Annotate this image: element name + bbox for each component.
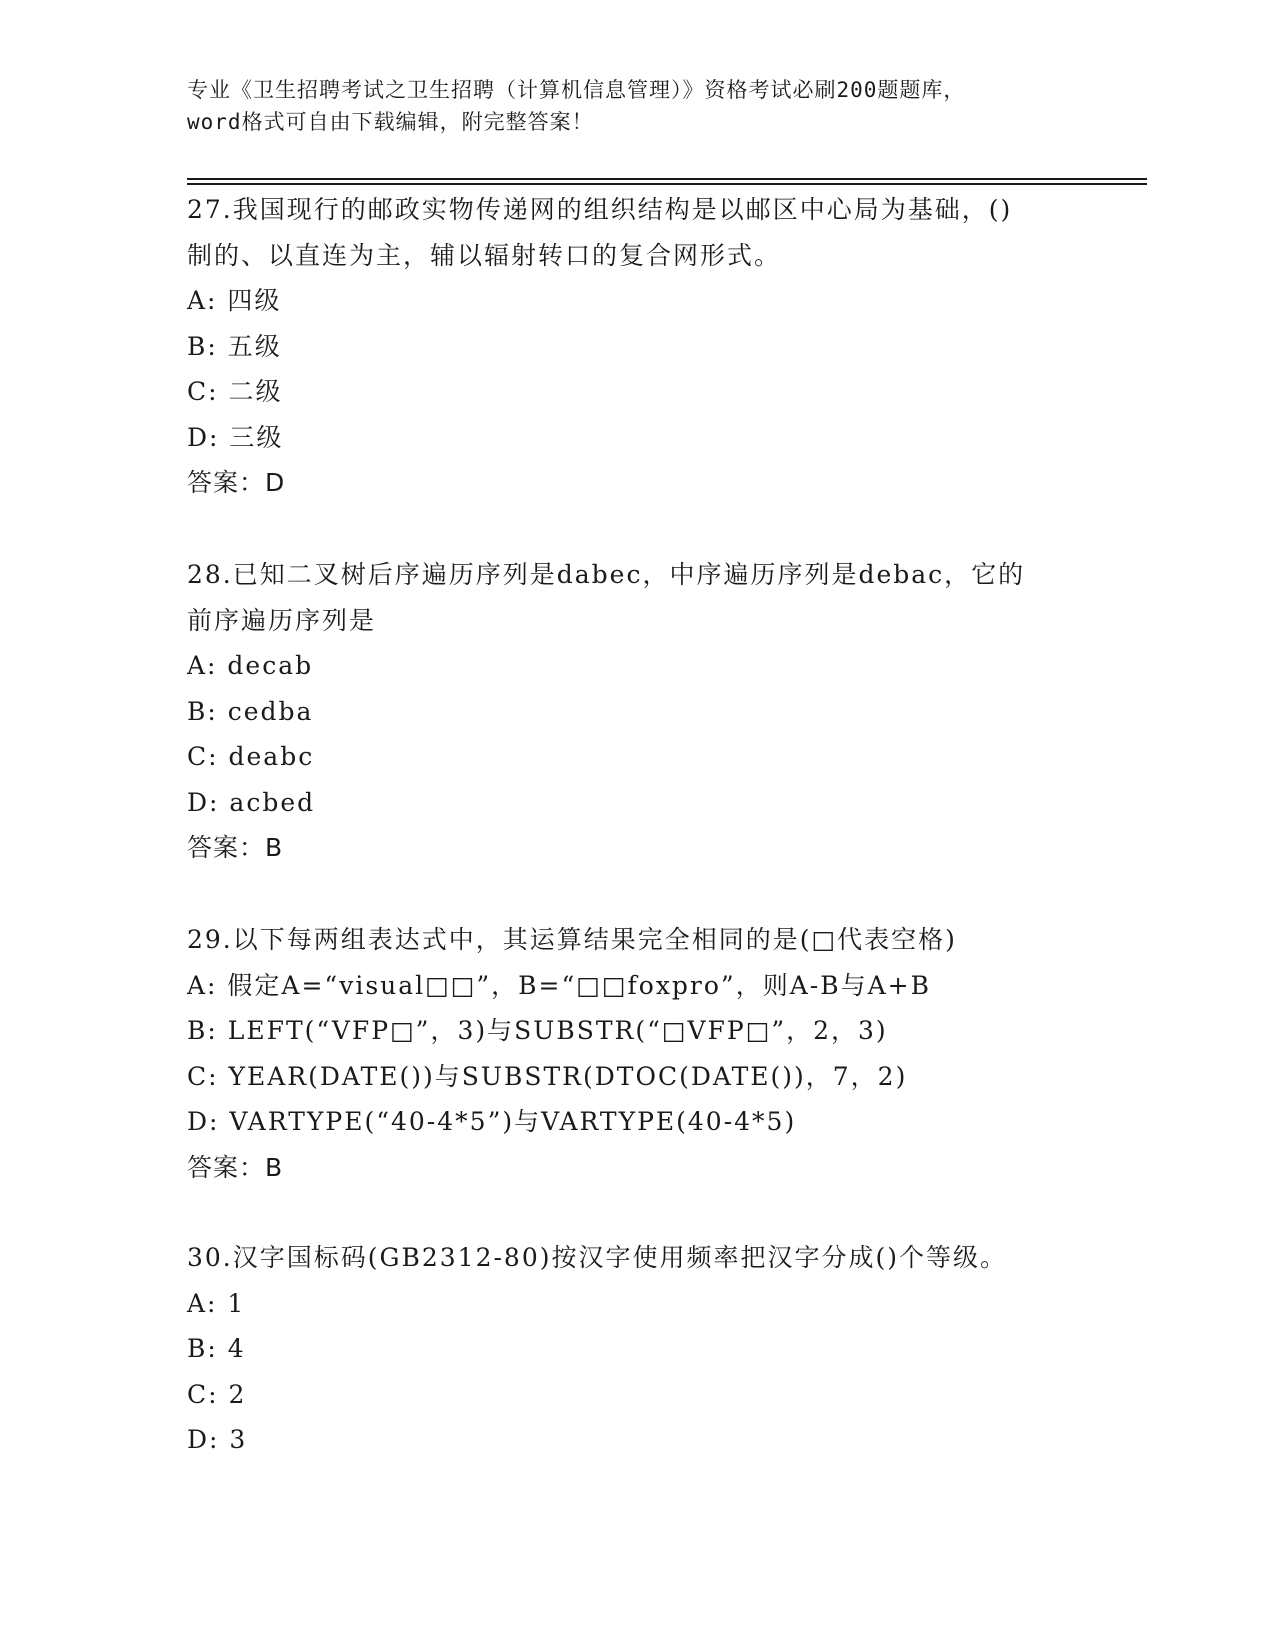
option-d: D: 三级: [187, 422, 284, 452]
question-29: [187, 917, 1087, 1190]
question-stem-continued: 前序遍历序列是: [187, 605, 377, 635]
option-c: C: YEAR(DATE())与SUBSTR(DTOC(DATE())，7，2): [187, 1061, 908, 1091]
option-b: B: LEFT(“VFP□”，3)与SUBSTR(“□VFP□”，2，3): [187, 1016, 888, 1045]
question-stem: 27.我国现行的邮政实物传递网的组织结构是以邮区中心局为基础，(): [187, 195, 1013, 224]
option-a: A: decab: [187, 651, 314, 680]
answer-label: 答案：B: [187, 1152, 284, 1182]
document-header: [187, 74, 1107, 138]
header-divider-bottom: [187, 183, 1147, 185]
option-b: B: 4: [187, 1334, 246, 1363]
question-27: [187, 187, 1087, 506]
option-c: C: deabc: [187, 742, 315, 771]
option-d: D: VARTYPE(“40-4*5”)与VARTYPE(40-4*5): [187, 1107, 797, 1136]
option-b: B: 五级: [187, 331, 282, 361]
option-a: A: 四级: [187, 286, 282, 315]
option-d: D: 3: [187, 1425, 248, 1454]
option-a: A: 假定A=“visual□□”，B=“□□foxpro”，则A-B与A+B: [187, 970, 931, 1000]
question-stem: 29.以下每两组表达式中，其运算结果完全相同的是(□代表空格): [187, 925, 957, 954]
answer-label: 答案：B: [187, 833, 284, 862]
option-a: A: 1: [187, 1288, 246, 1318]
option-c: C: 二级: [187, 377, 283, 406]
option-c: C: 2: [187, 1379, 247, 1409]
header-line-1: 专业《卫生招聘考试之卫生招聘（计算机信息管理）》资格考试必刷200题题库，: [187, 78, 966, 102]
question-stem: 30.汉字国标码(GB2312-80)按汉字使用频率把汉字分成()个等级。: [187, 1243, 1007, 1272]
question-stem-continued: 制的、以直连为主，辅以辐射转口的复合网形式。: [187, 240, 782, 270]
question-stem: 28.已知二叉树后序遍历序列是dabec，中序遍历序列是debac，它的: [187, 560, 1026, 589]
question-30: [187, 1235, 1087, 1463]
header-line-2: word格式可自由下载编辑，附完整答案！: [187, 110, 594, 134]
question-28: [187, 552, 1087, 871]
option-b: B: cedba: [187, 696, 314, 726]
header-divider-top: [187, 178, 1147, 180]
answer-label: 答案：D: [187, 468, 286, 497]
option-d: D: acbed: [187, 787, 316, 817]
